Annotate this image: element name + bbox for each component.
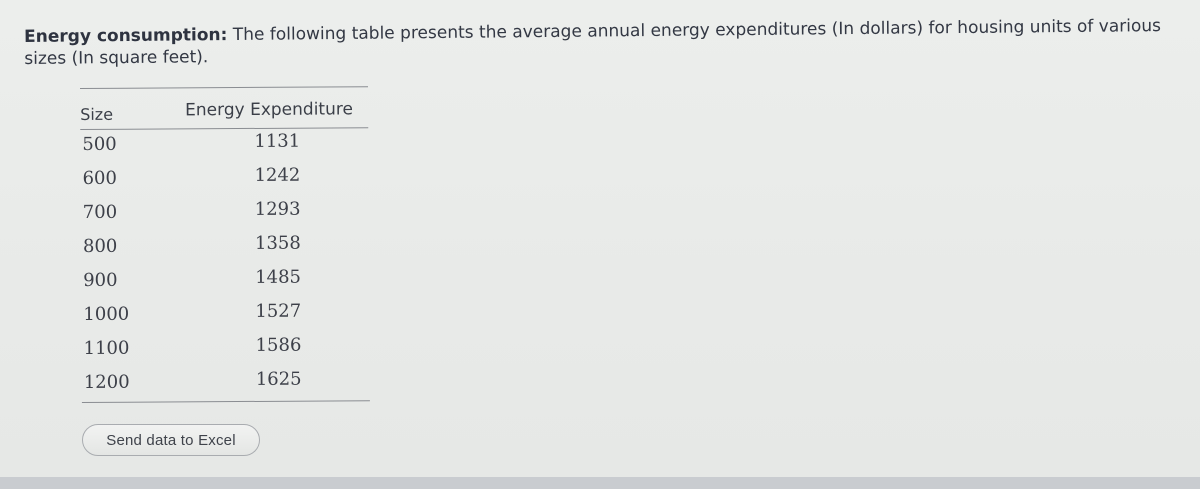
- expenditure-cell: 1485: [255, 266, 302, 288]
- data-table: [80, 86, 372, 403]
- expenditure-cell: 1586: [255, 334, 302, 356]
- bottom-edge: [0, 477, 1200, 489]
- table-row: [81, 264, 371, 300]
- problem-prompt: [24, 15, 1184, 70]
- table-row: [80, 162, 370, 198]
- table-row: [80, 128, 370, 164]
- prompt-text: The following table presents the average annual energy expenditures (In dollars) for housing units of various sizes (In square feet).: [24, 16, 1162, 69]
- expenditure-cell: 1625: [255, 368, 302, 390]
- table-row: [81, 230, 371, 266]
- expenditure-cell: 1293: [254, 198, 301, 220]
- send-to-excel-button[interactable]: Send data to Excel: [82, 424, 260, 456]
- size-cell: 800: [82, 235, 118, 257]
- table-row: [82, 366, 372, 402]
- size-cell: 700: [82, 201, 118, 223]
- size-cell: 500: [82, 133, 117, 155]
- column-header-size: Size: [80, 104, 114, 124]
- expenditure-cell: 1131: [254, 130, 301, 152]
- size-cell: 900: [83, 269, 118, 291]
- column-header-expenditure: Energy Expenditure: [185, 99, 353, 121]
- table-row: [81, 298, 371, 334]
- expenditure-cell: 1358: [254, 232, 301, 254]
- table-row: [82, 332, 372, 368]
- size-cell: 600: [82, 167, 117, 189]
- table-row: [81, 196, 371, 232]
- expenditure-cell: 1242: [254, 164, 301, 186]
- table-header-row: [80, 87, 370, 129]
- size-cell: 1200: [83, 371, 130, 393]
- prompt-title: Energy consumption:: [24, 25, 228, 47]
- expenditure-cell: 1527: [255, 300, 302, 322]
- size-cell: 1000: [83, 303, 130, 325]
- size-cell: 1100: [83, 337, 130, 359]
